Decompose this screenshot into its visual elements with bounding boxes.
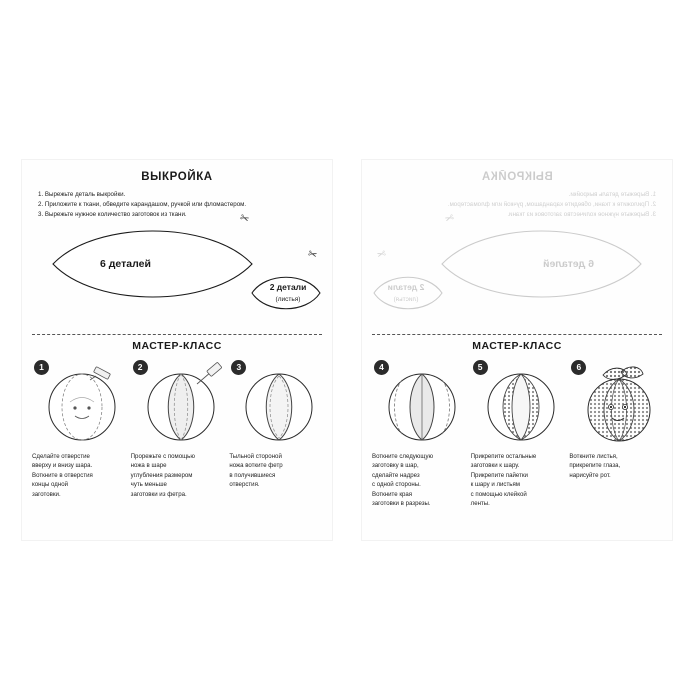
step-6-text (569, 452, 662, 480)
instruction-line: 3. Вырежьте нужное количество заготовок из ткани. (38, 211, 187, 219)
step-text-line: к шару и листьям (470, 481, 520, 489)
step-text-line: концы одной (32, 481, 69, 489)
instruction-line: 2. Приложите к ткани, обведите карандашом, ручкой или фломастером. (447, 201, 656, 209)
step-text-line: Прикрепите остальные (470, 453, 537, 460)
step-text-line: чуть меньше (130, 481, 167, 489)
step-5-illustration (471, 362, 564, 448)
step-text-line: Воткните края (372, 490, 413, 498)
step-number-badge: 2 (133, 360, 148, 375)
step-text-line: заготовки в разрезы. (372, 500, 431, 508)
scissors-icon: ✂ (306, 247, 319, 263)
step-text-line: прикрепите глаза, (569, 462, 621, 470)
step-4-text (372, 452, 465, 509)
big-pattern-label-bleedthrough: 6 деталей (543, 258, 594, 270)
big-pattern-piece (50, 222, 255, 306)
pattern-section (22, 160, 332, 330)
step-3-text (229, 452, 322, 490)
step-3 (229, 360, 322, 499)
scissors-icon: ✂ (443, 211, 457, 227)
step-1-illustration (32, 362, 125, 448)
step-text-line: Тыльной стороной (229, 453, 282, 460)
step-text-line: с одной стороны. (372, 481, 421, 489)
small-pattern-label-main: 2 детали (269, 282, 307, 292)
pattern-title: ВЫКРОЙКА (141, 171, 213, 183)
step-text-line: Сделайте отверстие (32, 453, 90, 460)
step-text-line: Прикрепите пайетки (470, 471, 528, 479)
pattern-title-bleedthrough: ВЫКРОЙКА (481, 171, 553, 183)
step-2 (131, 360, 224, 499)
step-number-badge: 4 (374, 360, 389, 375)
step-text-line: углубления размером (130, 471, 193, 479)
masterclass-title-right: МАСТЕР-КЛАСС (472, 340, 562, 352)
step-number-badge: 3 (231, 360, 246, 375)
step-number-badge: 6 (571, 360, 586, 375)
step-text-line: заготовки к шару. (470, 462, 520, 470)
pattern-instructions (36, 190, 318, 220)
instruction-line: 1. Вырежьте деталь выкройки. (568, 191, 656, 198)
small-pattern-label-sub: (листья) (275, 295, 301, 303)
step-1 (32, 360, 125, 499)
masterclass-title-left: МАСТЕР-КЛАСС (132, 340, 222, 352)
step-4 (372, 360, 465, 509)
step-text-line: Воткните следующую (372, 453, 434, 460)
steps-row-right (372, 360, 662, 509)
step-text-line: заготовки из фетра. (130, 490, 187, 498)
instruction-line: 3. Вырежьте нужное количество заготовок из ткани. (507, 211, 656, 219)
step-2-illustration (131, 362, 224, 448)
step-text-line: в получившиеся (229, 471, 276, 479)
step-3-illustration (229, 362, 322, 448)
step-6-illustration (569, 362, 662, 448)
step-text-line: заготовку в шар, (372, 462, 419, 470)
step-text-line: ножа в шаре (130, 462, 167, 470)
pattern-sheet-left (22, 160, 332, 540)
step-6 (569, 360, 662, 509)
step-5 (471, 360, 564, 509)
step-text-line: Прорежьте с помощью (130, 453, 195, 460)
step-text-line: ленты. (470, 500, 490, 508)
big-pattern-label: 6 деталей (100, 258, 151, 270)
steps-row-left (32, 360, 322, 499)
cut-line-divider (372, 334, 662, 335)
step-text-line: вверху и внизу шара. (32, 462, 93, 470)
step-text-line: заготовки. (32, 490, 61, 498)
step-5-text (471, 452, 564, 509)
step-number-badge: 1 (34, 360, 49, 375)
small-pattern-label-bleedthrough (378, 282, 434, 304)
pattern-instructions-bleedthrough (376, 190, 658, 220)
step-4-illustration (372, 362, 465, 448)
cut-line-divider (32, 334, 322, 335)
step-1-text (32, 452, 125, 499)
step-text-line: отверстия. (229, 481, 260, 489)
step-text-line: нарисуйте рот. (569, 471, 611, 479)
step-text-line: Воткните листья, (569, 453, 618, 460)
step-text-line: Воткните в отверстия (32, 471, 93, 479)
instruction-line: 2. Приложите к ткани, обведите карандашом, ручкой или фломастером. (38, 201, 247, 209)
scissors-icon: ✂ (375, 247, 388, 263)
step-number-badge: 5 (473, 360, 488, 375)
small-pattern-label (260, 282, 316, 304)
step-text-line: с помощью клейкой (470, 490, 527, 498)
instruction-line: 1. Вырежьте деталь выкройки. (38, 191, 126, 198)
step-text-line: ножа вотките фетр (229, 462, 283, 470)
step-2-text (131, 452, 224, 499)
scissors-icon: ✂ (237, 211, 251, 227)
small-pattern-label-sub: (листья) (393, 295, 419, 303)
pattern-sheet-right (362, 160, 672, 540)
big-pattern-piece-bleedthrough (439, 222, 644, 306)
step-text-line: сделайте надрез (372, 471, 420, 479)
small-pattern-label-main: 2 детали (387, 282, 425, 292)
pattern-section-bleedthrough (362, 160, 672, 330)
